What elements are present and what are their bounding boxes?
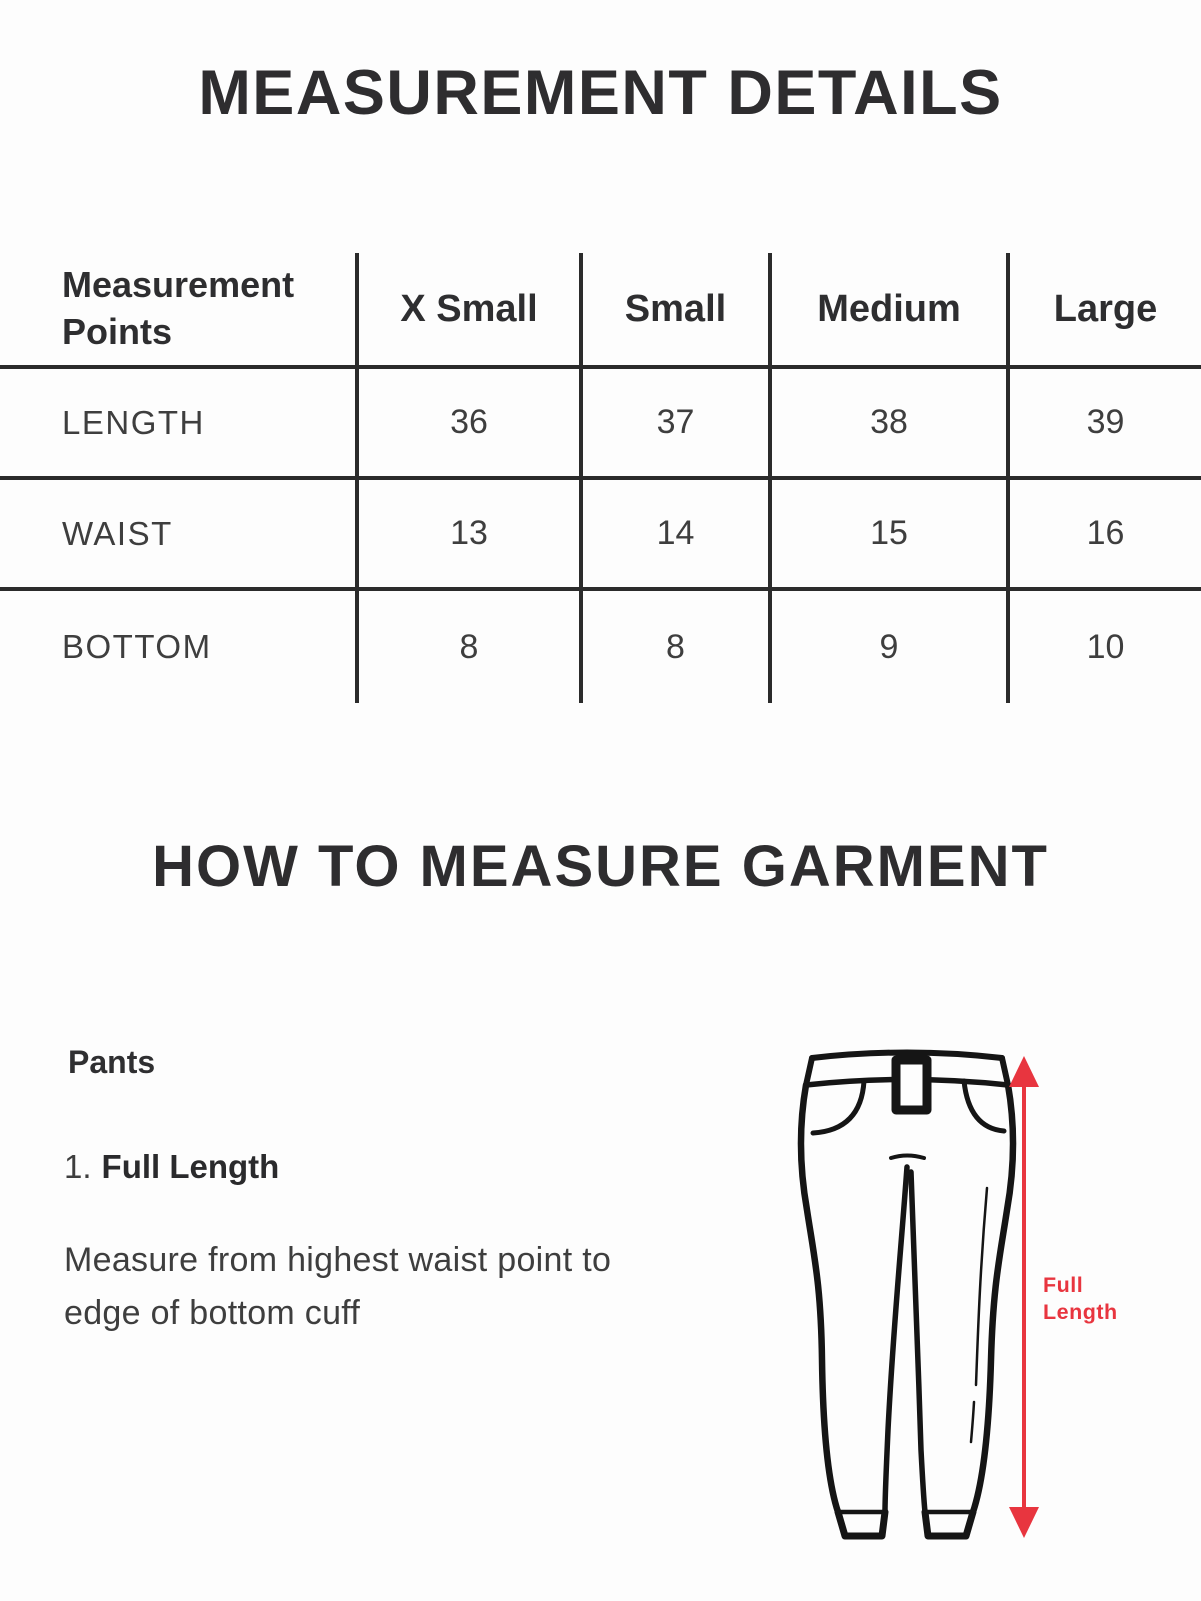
right-inner-seam [911,1172,925,1512]
pants-illustration [780,1030,1200,1550]
step-number: 1. [64,1148,92,1185]
arrow-head-down-icon [1009,1507,1039,1538]
row-bottom-small: 8 [583,591,772,703]
table-header-measurement-points: Measurement Points [0,253,359,369]
left-cuff [838,1512,885,1536]
how-to-measure-title: HOW TO MEASURE GARMENT [152,834,1049,899]
right-pocket-line [964,1081,1004,1131]
waistband-right-edge [1002,1058,1008,1085]
table-header-xsmall: X Small [359,253,583,369]
right-leg-crease-lower [971,1402,974,1442]
row-length-medium: 38 [772,369,1010,480]
row-waist-label: WAIST [0,480,359,591]
row-length-label: LENGTH [0,369,359,480]
step-heading [64,1148,279,1186]
table-header-small: Small [583,253,772,369]
row-bottom-label: BOTTOM [0,591,359,703]
arrow-label-line1: Full [1043,1273,1084,1297]
row-bottom-large: 10 [1086,627,1125,666]
size-chart-table [0,253,1201,703]
table-header-large: Large [1010,253,1201,369]
step-title: Full Length [101,1148,280,1185]
step-description [64,1234,611,1339]
left-inner-seam [885,1167,907,1512]
row-length-small: 37 [583,369,772,480]
page-title: MEASUREMENT DETAILS [198,58,1003,128]
arrow-head-up-icon [1009,1056,1039,1087]
garment-label: Pants [68,1044,156,1080]
table-header-medium: Medium [772,253,1010,369]
step-description-line1: Measure from highest waist point to [64,1241,612,1279]
row-length-xsmall: 36 [359,369,583,480]
belt-loop [896,1060,927,1110]
right-leg-crease [976,1188,987,1385]
row-waist-medium: 15 [772,480,1010,591]
waistband-left-edge [806,1058,812,1085]
arrow-label-line2: Length [1043,1300,1118,1324]
row-waist-xsmall: 13 [359,480,583,591]
row-waist-small: 14 [583,480,772,591]
right-cuff [925,1512,973,1536]
row-length-large: 39 [1010,369,1201,480]
step-description-line2: edge of bottom cuff [64,1293,361,1332]
row-waist-large: 16 [1010,480,1201,591]
left-outer-seam [801,1085,838,1512]
left-pocket-line [813,1081,864,1133]
row-bottom-medium: 9 [772,591,1010,703]
row-bottom-xsmall: 8 [359,591,583,703]
fly-line [891,1156,924,1159]
